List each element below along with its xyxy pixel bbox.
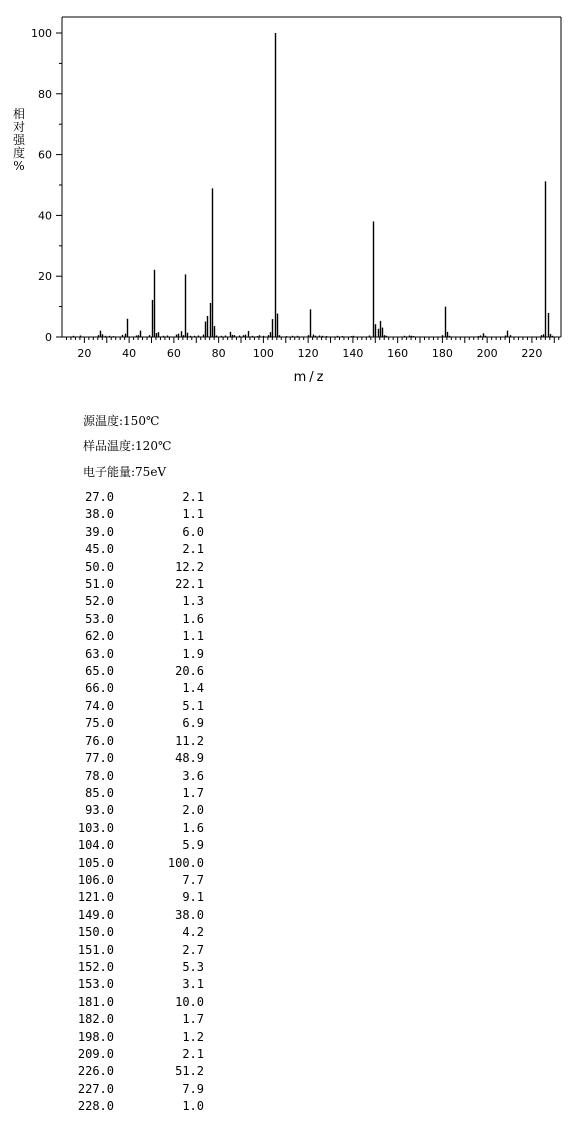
table-row [64, 524, 204, 541]
intensity-value: 2.0 [182, 803, 204, 818]
intensity-value: 3.6 [182, 768, 204, 783]
mz-value: 78.0 [85, 768, 114, 783]
intensity-value: 51.2 [175, 1064, 204, 1079]
table-row [64, 1063, 204, 1080]
mz-value: 63.0 [85, 646, 114, 661]
table-row [64, 994, 204, 1011]
y-tick-label: 0 [45, 331, 52, 344]
intensity-value: 22.1 [175, 577, 204, 592]
table-row [64, 646, 204, 663]
table-row [64, 576, 204, 593]
mz-value: 38.0 [85, 507, 114, 522]
peak-table [64, 489, 204, 1116]
mz-value: 151.0 [77, 942, 114, 957]
x-tick-label: 160 [387, 347, 409, 360]
table-row [64, 976, 204, 993]
mz-value: 77.0 [85, 751, 114, 766]
table-row [64, 611, 204, 628]
intensity-value: 2.1 [182, 1047, 204, 1061]
intensity-value: 7.7 [182, 872, 204, 887]
table-row [64, 750, 204, 767]
mz-value: 66.0 [85, 681, 114, 696]
y-axis-label-char: 度 [12, 146, 25, 160]
y-axis-label-char: 相 [12, 107, 25, 121]
intensity-value: 1.1 [182, 507, 204, 522]
mz-value: 182.0 [77, 1012, 114, 1027]
mz-value: 198.0 [77, 1029, 114, 1044]
intensity-value: 3.1 [182, 977, 204, 992]
intensity-value: 7.9 [182, 1081, 204, 1096]
intensity-value: 1.1 [182, 629, 204, 644]
x-tick-label: 80 [211, 347, 226, 360]
mz-value: 74.0 [85, 698, 114, 713]
mz-value: 152.0 [77, 959, 114, 974]
intensity-value: 10.0 [175, 994, 204, 1009]
intensity-value: 1.2 [182, 1029, 204, 1044]
intensity-value: 1.9 [182, 646, 204, 661]
table-row [64, 907, 204, 924]
y-tick-label: 20 [38, 270, 52, 284]
x-tick-label: 140 [342, 347, 364, 360]
intensity-value: 48.9 [175, 751, 204, 766]
mz-value: 209.0 [77, 1047, 114, 1061]
sample-temperature: 样品温度:120℃ [83, 439, 172, 453]
y-tick-label: 40 [38, 209, 52, 223]
mz-value: 75.0 [85, 716, 114, 731]
intensity-value: 5.9 [182, 838, 204, 853]
mz-value: 45.0 [85, 542, 114, 557]
mz-value: 103.0 [77, 820, 114, 835]
table-row [64, 506, 204, 523]
x-tick-label: 60 [166, 347, 181, 360]
x-tick-label: 120 [297, 347, 319, 360]
mz-value: 53.0 [85, 611, 114, 626]
x-tick-label: 220 [521, 347, 543, 360]
table-row [64, 1046, 204, 1063]
x-tick-label: 100 [252, 347, 274, 360]
intensity-value: 1.6 [182, 820, 204, 835]
table-row [64, 541, 204, 558]
intensity-value: 6.0 [182, 524, 204, 539]
intensity-value: 1.0 [182, 1099, 204, 1114]
electron-energy: 电子能量:75eV [83, 465, 167, 479]
mz-value: 62.0 [85, 629, 114, 644]
y-tick-label: 60 [38, 148, 52, 162]
y-axis-label [11, 108, 27, 173]
chart-axes [62, 17, 561, 337]
table-row [64, 802, 204, 819]
mz-value: 227.0 [77, 1081, 114, 1096]
table-row [64, 1029, 204, 1046]
mz-value: 85.0 [85, 785, 114, 800]
x-tick-label: 40 [122, 347, 137, 360]
table-row [64, 1011, 204, 1028]
table-row [64, 559, 204, 576]
intensity-value: 12.2 [175, 559, 204, 574]
table-row [64, 489, 204, 506]
y-tick-label: 100 [31, 27, 52, 40]
intensity-value: 2.1 [182, 490, 204, 504]
chart-ticks [31, 27, 559, 360]
intensity-value: 20.6 [175, 664, 204, 679]
intensity-value: 9.1 [182, 890, 204, 905]
table-row [64, 872, 204, 889]
mz-value: 106.0 [77, 872, 114, 887]
table-row [64, 680, 204, 697]
intensity-value: 1.7 [182, 785, 204, 800]
mz-value: 149.0 [77, 907, 114, 922]
mz-value: 27.0 [85, 490, 114, 504]
mz-value: 105.0 [77, 855, 114, 870]
table-row [64, 698, 204, 715]
source-temperature: 源温度:150℃ [83, 414, 160, 428]
intensity-value: 5.1 [182, 698, 204, 713]
intensity-value: 1.4 [182, 681, 204, 696]
mz-value: 39.0 [85, 524, 114, 539]
y-tick-label: 80 [38, 87, 52, 101]
mz-value: 181.0 [77, 994, 114, 1009]
y-axis-label-char: 对 [12, 120, 25, 134]
intensity-value: 1.3 [182, 594, 204, 609]
table-row [64, 924, 204, 941]
table-row [64, 959, 204, 976]
mz-value: 51.0 [85, 577, 114, 592]
x-axis-label: m/z [293, 370, 327, 385]
table-row [64, 1081, 204, 1098]
table-row [64, 733, 204, 750]
mz-value: 50.0 [85, 559, 114, 574]
mz-value: 76.0 [85, 733, 114, 748]
mz-value: 52.0 [85, 594, 114, 609]
mz-value: 226.0 [77, 1064, 114, 1079]
intensity-value: 38.0 [175, 907, 204, 922]
intensity-value: 11.2 [175, 733, 204, 748]
table-row [64, 889, 204, 906]
intensity-value: 2.7 [182, 942, 204, 957]
table-row [64, 768, 204, 785]
intensity-value: 1.7 [182, 1012, 204, 1027]
table-row [64, 1098, 204, 1115]
mz-value: 153.0 [77, 977, 114, 992]
mz-value: 104.0 [77, 838, 114, 853]
mass-spectrum-chart [0, 0, 570, 390]
table-row [64, 820, 204, 837]
mz-value: 93.0 [85, 803, 114, 818]
mz-value: 228.0 [77, 1099, 114, 1114]
x-tick-label: 200 [476, 347, 498, 360]
x-tick-label: 20 [77, 347, 92, 360]
table-row [64, 663, 204, 680]
intensity-value: 5.3 [182, 959, 204, 974]
intensity-value: 1.6 [182, 611, 204, 626]
y-axis-label-char: 强 [12, 133, 25, 147]
intensity-value: 6.9 [182, 716, 204, 731]
table-row [64, 855, 204, 872]
x-tick-label: 180 [431, 347, 453, 360]
intensity-value: 4.2 [182, 925, 204, 940]
table-row [64, 837, 204, 854]
table-row [64, 785, 204, 802]
mz-value: 150.0 [77, 925, 114, 940]
table-row [64, 593, 204, 610]
table-row [64, 715, 204, 732]
table-row [64, 628, 204, 645]
y-axis-label-char: % [13, 159, 25, 173]
intensity-value: 2.1 [182, 542, 204, 557]
intensity-value: 100.0 [167, 855, 204, 870]
mz-value: 65.0 [85, 664, 114, 679]
chart-bars [74, 33, 553, 337]
table-row [64, 942, 204, 959]
mz-value: 121.0 [77, 890, 114, 905]
